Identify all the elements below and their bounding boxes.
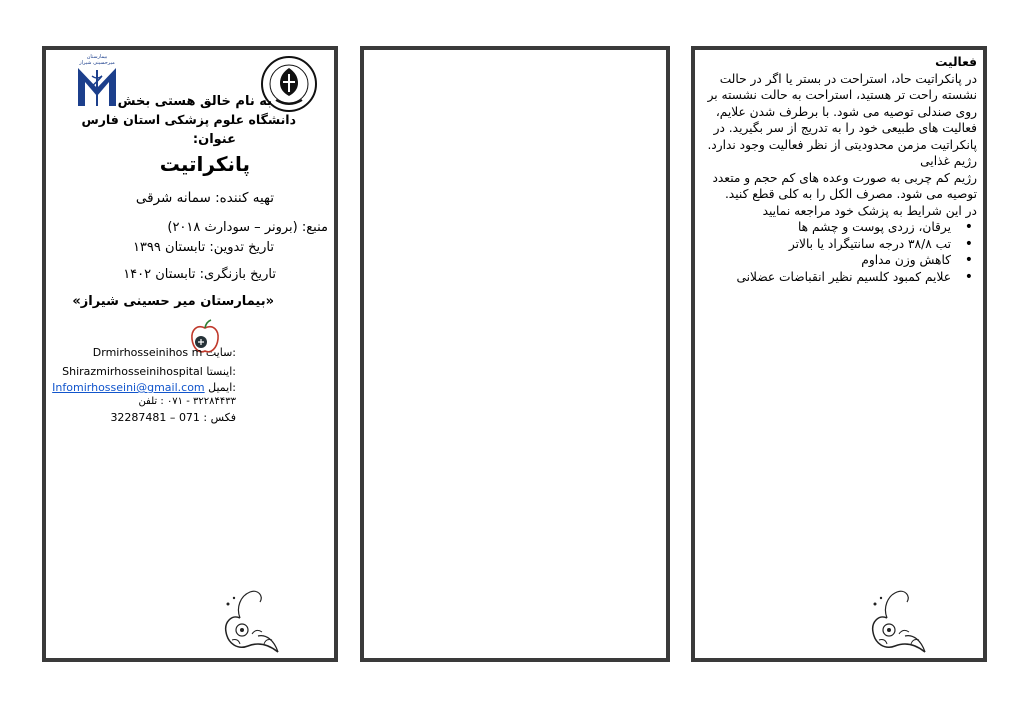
email-row [52,381,236,394]
website-value[interactable]: Drmirhosseinihos m [92,346,203,359]
list-item: • کاهش وزن مداوم [701,252,951,269]
website-label: :سایت [205,346,236,359]
list-item: • تب ۳۸/۸ درجه سانتیگراد یا بالاتر [701,236,951,253]
instagram-value[interactable]: Shirazmirhosseinihospital [62,365,203,378]
list-item: • علایم کمبود کلسیم نظیر انقباضات عضلانی [701,269,951,286]
back-panel-text [701,54,977,285]
phone: ۳۲۲۸۴۴۳۳ - ۰۷۱ : تلفن [138,396,236,407]
source: منبع: (برونر – سودارث ۲۰۱۸) [167,220,328,235]
logo-line-2: میرحسینی شیراز [79,60,115,66]
floral-ornament-icon [218,584,280,654]
page-title: پانکراتیت [159,152,250,176]
activity-heading: فعالیت [935,55,977,69]
refer-text: در این شرایط به پزشک خود مراجعه نمایید [762,203,977,218]
website-row [93,346,236,359]
instagram-label: :اینستا [206,365,236,378]
instagram-row [62,365,236,378]
diet-text: رژیم کم چربی به صورت وعده های کم حجم و متعدد توصیه می شود. مصرف الکل را به کلی قطع کنید. [712,170,977,201]
symptom-list [701,219,977,285]
hospital-name: «بیمارستان میر حسینی شیراز» [72,294,274,309]
back-panel [691,46,987,662]
revised-date: تاریخ بازنگری: تابستان ۱۴۰۲ [123,267,276,282]
hospital-logo-icon [74,52,120,108]
preparer: تهیه کننده: سمانه شرقی [135,190,274,206]
compiled-date: تاریخ تدوین: تابستان ۱۳۹۹ [132,240,274,255]
floral-ornament-icon [865,584,927,654]
list-item: • یرقان، زردی پوست و چشم ها [701,219,951,236]
activity-text: در پانکراتیت حاد، استراحت در بستر یا اگر در حالت نشسته راحت تر هستید، استراحت به حالت نشسته بر روی صندلی توصیه می شود. با برطرف شدن علایم، فعالیت های طبیعی خود را به تدریج از سر بگیرید. در پانکراتیت مزمن محدودیتی از نظر فعالیت وجود ندارد. [707,71,977,152]
front-panel [42,46,338,662]
middle-panel [360,46,670,662]
logo-line-1: بیمارستان [86,54,108,60]
header-line: به نام خالق هستی بخش [117,94,272,109]
title-label: عنوان: [192,132,236,147]
diet-heading: رژیم غذایی [920,154,977,168]
fax: فکس : 071 – 32287481 [110,411,236,424]
university-name: دانشگاه علوم پزشکی استان فارس [81,112,296,127]
email-link[interactable]: Infomirhosseini@gmail.com [52,381,205,394]
email-label: :ایمیل [208,381,236,394]
